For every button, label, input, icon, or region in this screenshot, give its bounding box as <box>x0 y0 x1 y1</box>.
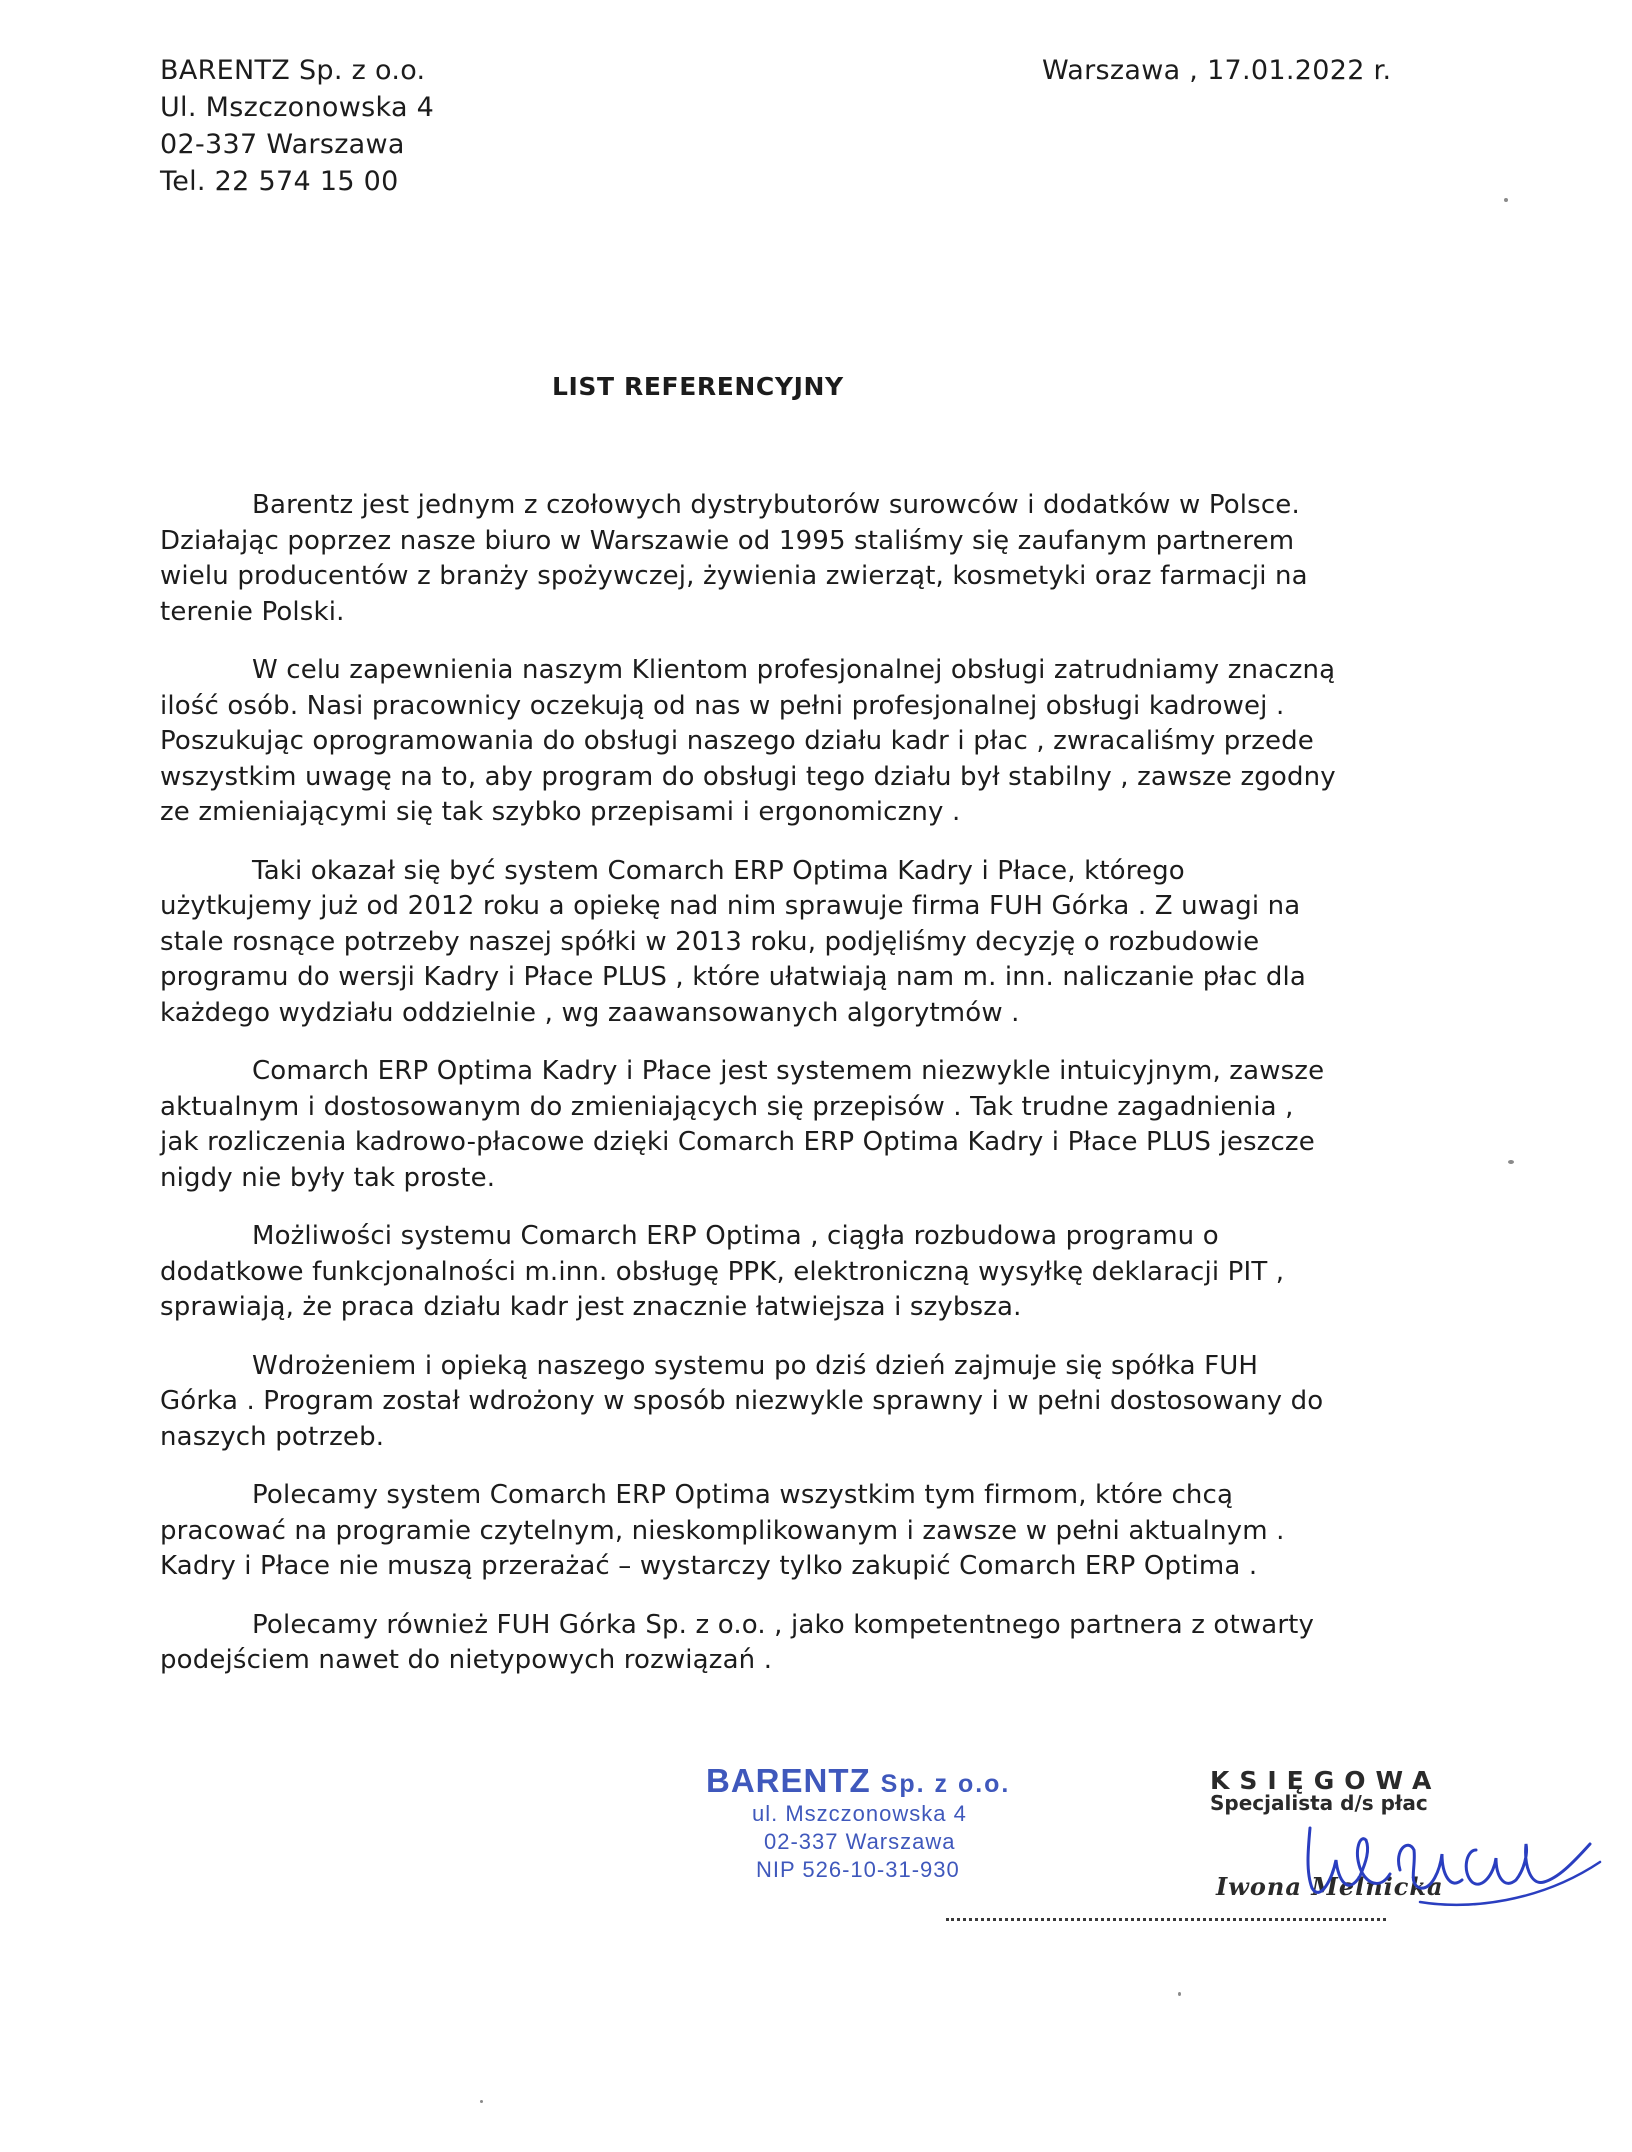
paragraph-line: terenie Polski. <box>160 596 345 627</box>
paragraph-line: Możliwości systemu Comarch ERP Optima , ciągła rozbudowa programu o <box>252 1221 1219 1251</box>
paragraph-line: programu do wersji Kadry i Płace PLUS , które ułatwiają nam m. inn. naliczanie płac dla <box>160 962 1306 992</box>
body-paragraph <box>160 1349 1410 1456</box>
signer-role: KSIĘGOWA <box>1210 1766 1442 1795</box>
paragraph-line: W celu zapewnienia naszym Klientom profesjonalnej obsługi zatrudniamy znaczną <box>252 655 1336 685</box>
body-paragraph <box>160 1219 1410 1326</box>
body-paragraph <box>160 488 1410 630</box>
paragraph-line: użytkujemy już od 2012 roku a opiekę nad nim sprawuje firma FUH Górka . Z uwagi na <box>160 891 1301 921</box>
paragraph-line: Górka . Program został wdrożony w sposób niezwykle sprawny i w pełni dostosowany do <box>160 1386 1324 1416</box>
paragraph-line: ilość osób. Nasi pracownicy oczekują od nas w pełni profesjonalnej obsługi kadrowej . <box>160 690 1285 721</box>
signer-stamp <box>1210 1766 1444 1901</box>
letter-title: LIST REFERENCYJNY <box>552 372 844 401</box>
paragraph-line: ze zmieniającymi się tak szybko przepisami i ergonomiczny . <box>160 797 961 827</box>
body-paragraph <box>160 1054 1410 1196</box>
body-paragraph <box>160 854 1410 1032</box>
stamp-nip: NIP 526-10-31-930 <box>756 1857 960 1882</box>
scan-speck <box>1508 1160 1514 1164</box>
paragraph-line: Polecamy system Comarch ERP Optima wszystkim tym firmom, które chcą <box>252 1480 1234 1510</box>
signer-name: Iwona Melnicka <box>1216 1872 1444 1901</box>
stamp-street: ul. Mszczonowska 4 <box>752 1801 967 1826</box>
body-paragraph <box>160 1478 1410 1585</box>
paragraph-line: naszych potrzeb. <box>160 1421 385 1452</box>
paragraph-line: każdego wydziału oddzielnie , wg zaawansowanych algorytmów . <box>160 997 1020 1028</box>
paragraph-line: sprawiają, że praca działu kadr jest znacznie łatwiejsza i szybsza. <box>160 1292 1022 1322</box>
scan-speck <box>480 2100 483 2103</box>
letter-date: Warszawa , 17.01.2022 r. <box>1042 55 1392 86</box>
paragraph-line: nigdy nie były tak proste. <box>160 1162 496 1193</box>
paragraph-line: Wdrożeniem i opieką naszego systemu po dziś dzień zajmuje się spółka FUH <box>252 1350 1259 1381</box>
paragraph-line: Comarch ERP Optima Kadry i Płace jest systemem niezwykle intuicyjnym, zawsze <box>252 1056 1325 1086</box>
signature-dotted-line <box>946 1918 1386 1921</box>
paragraph-line: pracować na programie czytelnym, nieskomplikowanym i zawsze w pełni aktualnym . <box>160 1515 1285 1546</box>
paragraph-line: Barentz jest jednym z czołowych dystrybutorów surowców i dodatków w Polsce. <box>252 490 1300 520</box>
paragraph-line: stale rosnące potrzeby naszej spółki w 2013 roku, podjęliśmy decyzję o rozbudowie <box>160 926 1260 957</box>
paragraph-line: Taki okazał się być system Comarch ERP Optima Kadry i Płace, którego <box>252 855 1185 886</box>
sender-street: Ul. Mszczonowska 4 <box>160 92 435 123</box>
paragraph-line: wielu producentów z branży spożywczej, żywienia zwierząt, kosmetyki oraz farmacji na <box>160 561 1308 591</box>
paragraph-line: Działając poprzez nasze biuro w Warszawie od 1995 staliśmy się zaufanym partnerem <box>160 525 1295 556</box>
signer-position: Specjalista d/s płac <box>1210 1791 1428 1815</box>
paragraph-line: wszystkim uwagę na to, aby program do obsługi tego działu był stabilny , zawsze zgodny <box>160 761 1336 792</box>
handwritten-signature <box>1290 1810 1610 1920</box>
body-paragraph <box>160 1608 1410 1679</box>
letter-body <box>160 488 1410 1702</box>
paragraph-line: podejściem nawet do nietypowych rozwiązań . <box>160 1645 773 1675</box>
paragraph-line: Kadry i Płace nie muszą przerażać – wystarczy tylko zakupić Comarch ERP Optima . <box>160 1551 1258 1581</box>
paragraph-line: Poszukując oprogramowania do obsługi naszego działu kadr i płac , zwracaliśmy przede <box>160 726 1314 756</box>
company-stamp <box>706 1762 1010 1884</box>
stamp-company-name <box>706 1762 1010 1800</box>
stamp-city: 02-337 Warszawa <box>764 1829 956 1854</box>
paragraph-line: jak rozliczenia kadrowo-płacowe dzięki Comarch ERP Optima Kadry i Płace PLUS jeszcze <box>160 1127 1315 1157</box>
stamp-name-text: BARENTZ <box>706 1762 871 1799</box>
paragraph-line: aktualnym i dostosowanym do zmieniających się przepisów . Tak trudne zagadnienia , <box>160 1091 1294 1122</box>
sender-city: 02-337 Warszawa <box>160 129 405 160</box>
scan-speck <box>1504 198 1508 202</box>
sender-phone: Tel. 22 574 15 00 <box>160 166 399 197</box>
scan-speck <box>1178 1992 1181 1996</box>
sender-company: BARENTZ Sp. z o.o. <box>160 55 426 86</box>
sender-address <box>160 52 434 200</box>
stamp-name-suffix: Sp. z o.o. <box>880 1770 1011 1798</box>
paragraph-line: dodatkowe funkcjonalności m.inn. obsługę PPK, elektroniczną wysyłkę deklaracji PIT , <box>160 1256 1285 1287</box>
paragraph-line: Polecamy również FUH Górka Sp. z o.o. , jako kompetentnego partnera z otwarty <box>252 1609 1315 1640</box>
body-paragraph <box>160 653 1410 831</box>
